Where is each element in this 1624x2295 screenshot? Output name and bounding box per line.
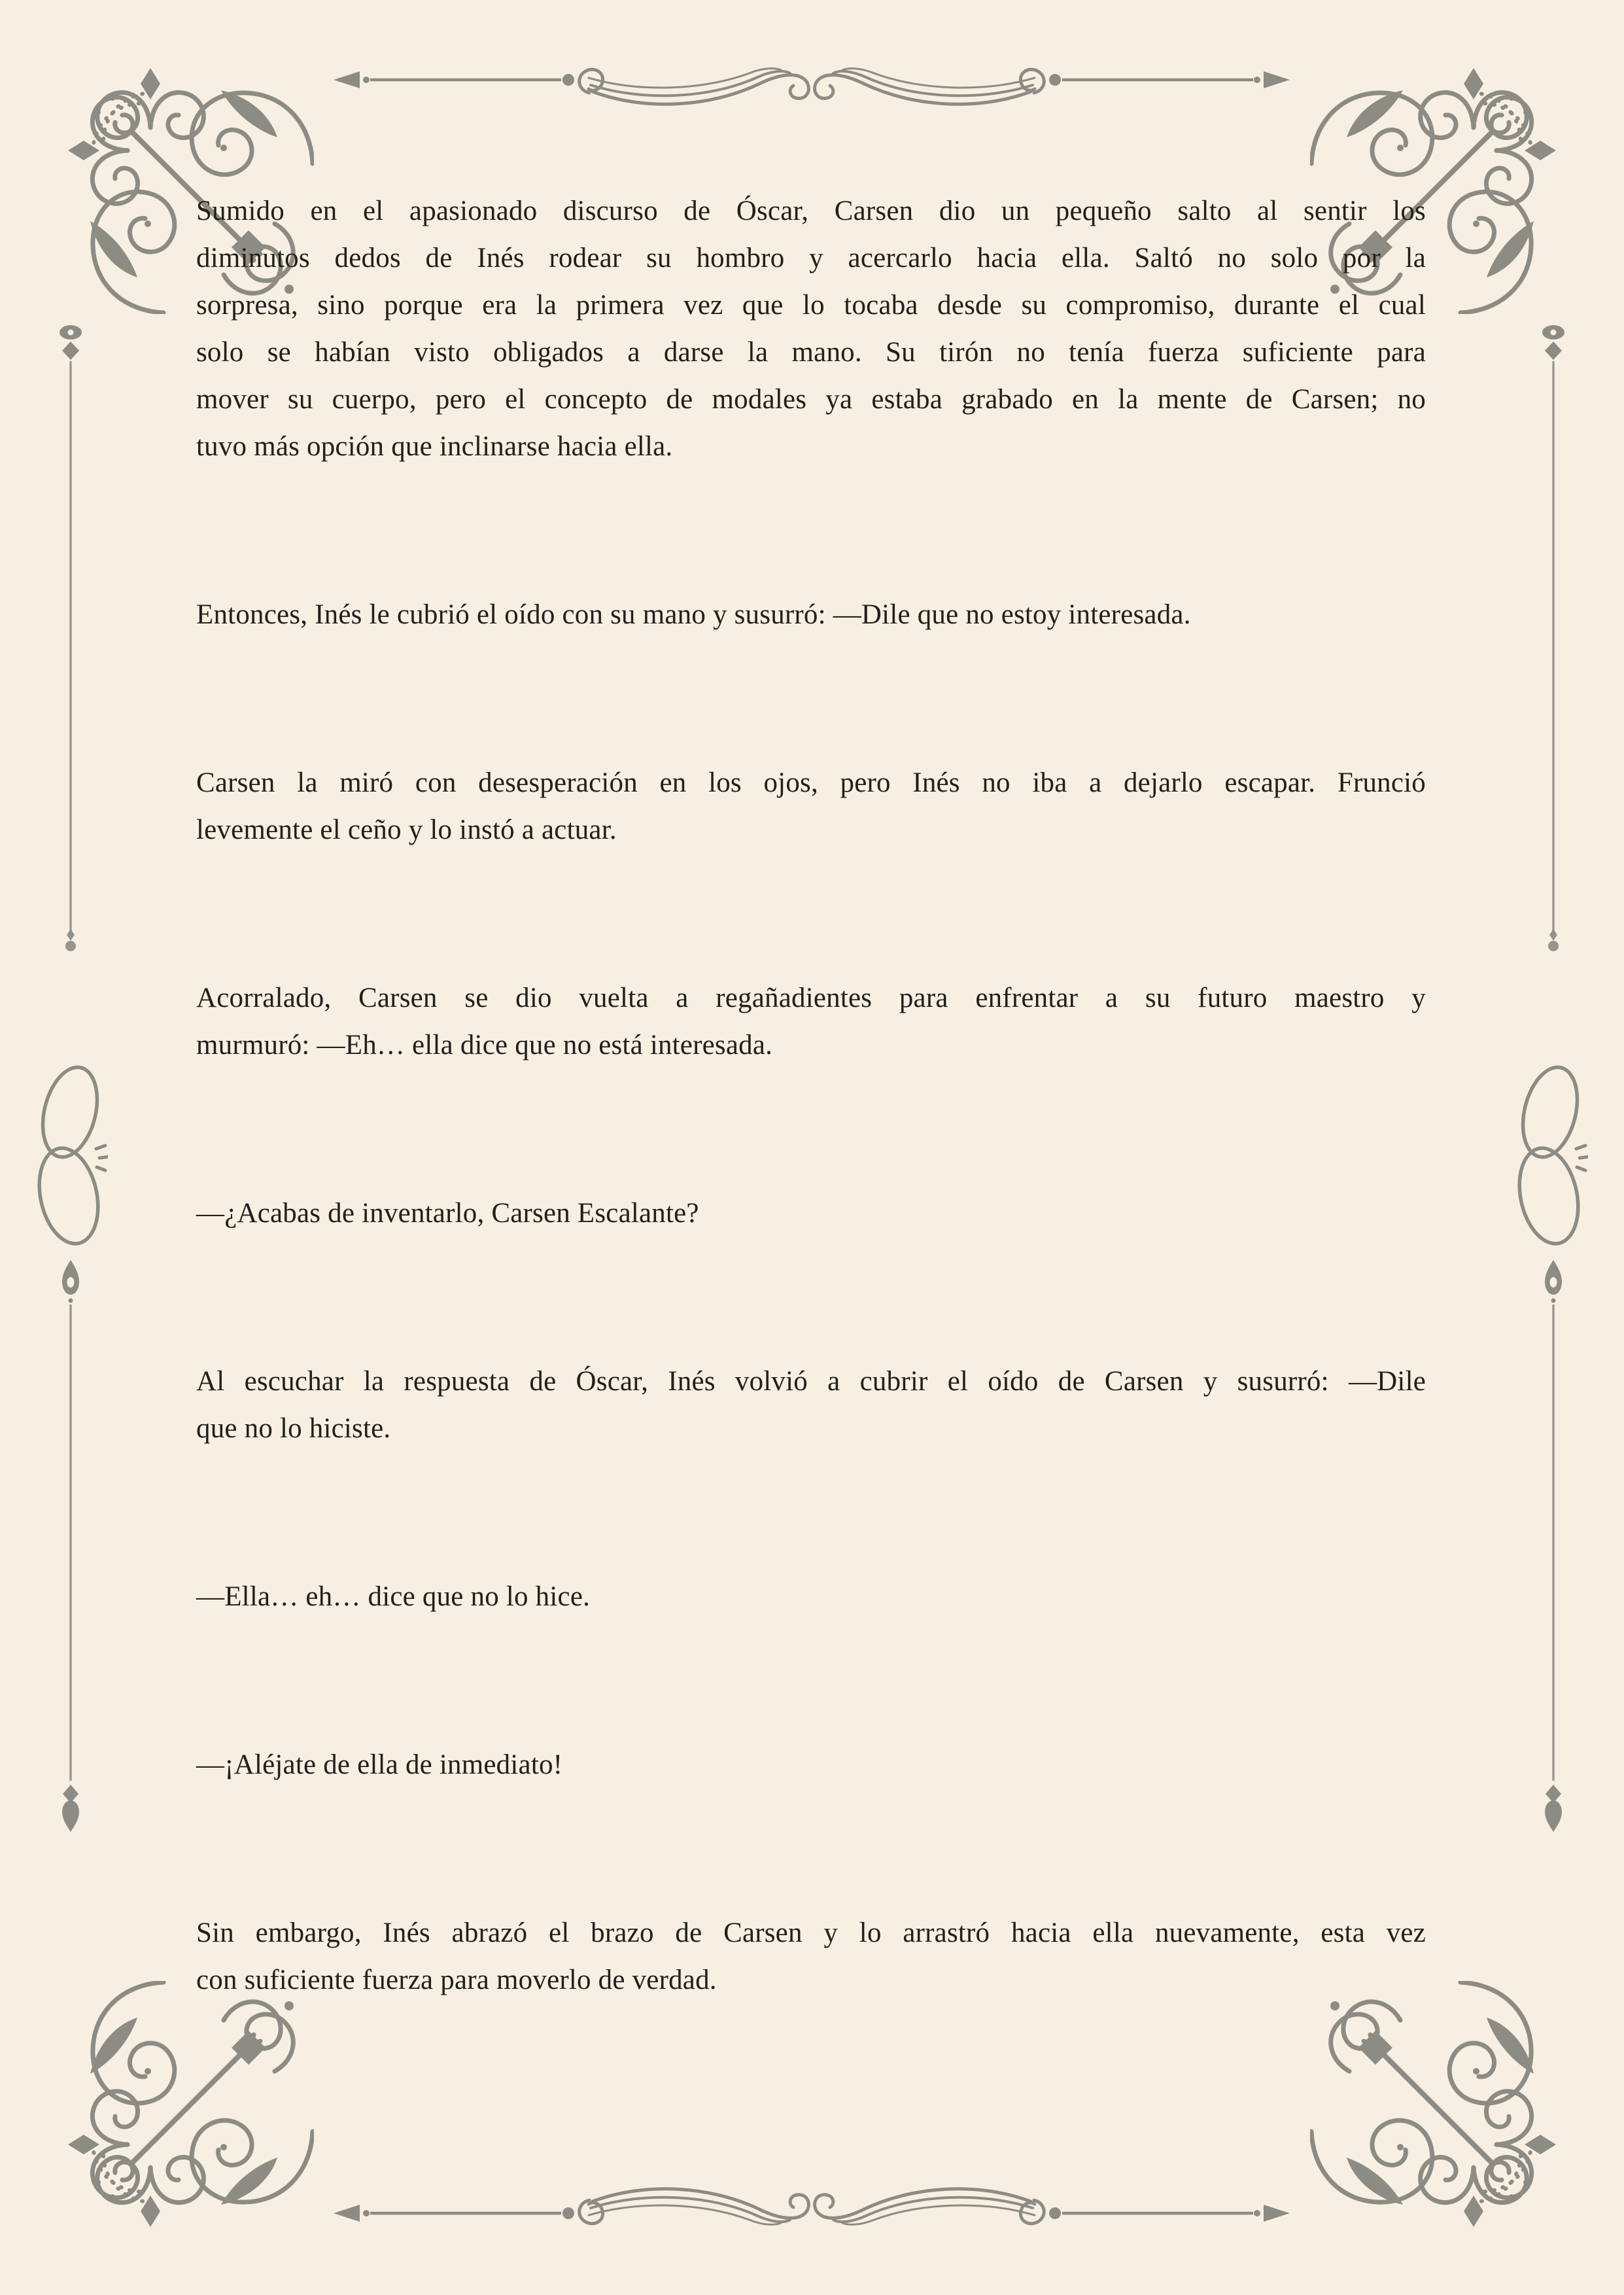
text-line: diminutos dedos de Inés rodear su hombro y acercarlo hacia ella. Saltó no solo por la (196, 243, 1426, 273)
text-line: Carsen la miró con desesperación en los ojos, pero Inés no iba a dejarlo escapar. Frunció (196, 767, 1426, 798)
paragraph (196, 1573, 1426, 1621)
side-rod-bottom-left-icon (58, 1257, 84, 1833)
text-line: solo se habían visto obligados a darse la mano. Su tirón no tenía fuerza suficiente para (196, 337, 1426, 368)
text-line: —Ella… eh… dice que no lo hice. (196, 1581, 591, 1612)
paragraph (196, 1358, 1426, 1452)
paragraph (196, 188, 1426, 470)
side-loop-right-icon (1516, 1059, 1588, 1255)
side-rod-top-left-icon (58, 322, 84, 956)
divider-bottom-icon (331, 2156, 1292, 2234)
text-line: Al escuchar la respuesta de Óscar, Inés volvió a cubrir el oído de Carsen y susurró: —Dile (196, 1366, 1426, 1397)
text-line: murmuró: —Eh… ella dice que no está interesada. (196, 1030, 773, 1060)
text-line: sorpresa, sino porque era la primera vez que lo tocaba desde su compromiso, durante el cual (196, 290, 1426, 321)
side-rod-top-right-icon (1540, 322, 1566, 956)
text-line: mover su cuerpo, pero el concepto de modales ya estaba grabado en la mente de Carsen; no (196, 384, 1426, 415)
corner-flourish-bottom-right-icon (1310, 1981, 1572, 2243)
text-line: —¡Aléjate de ella de inmediato! (196, 1749, 563, 1780)
divider-top-icon (331, 59, 1292, 137)
text-line: que no lo hiciste. (196, 1413, 391, 1444)
paragraph (196, 975, 1426, 1069)
paragraph (196, 1910, 1426, 2004)
text-line: Entonces, Inés le cubrió el oído con su mano y susurró: —Dile que no estoy interesada. (196, 599, 1191, 630)
paragraph (196, 591, 1426, 639)
text-line: con suficiente fuerza para moverlo de verdad. (196, 1965, 717, 1995)
text-line: levemente el ceño y lo instó a actuar. (196, 815, 617, 845)
text-line: —¿Acabas de inventarlo, Carsen Escalante? (196, 1198, 699, 1229)
text-line: Sin embargo, Inés abrazó el brazo de Carsen y lo arrastró hacia ella nuevamente, esta vez (196, 1918, 1426, 1948)
corner-flourish-bottom-left-icon (52, 1981, 314, 2243)
text-line: Acorralado, Carsen se dio vuelta a regañadientes para enfrentar a su futuro maestro y (196, 983, 1426, 1013)
side-loop-left-icon (36, 1059, 108, 1255)
side-rod-bottom-right-icon (1540, 1257, 1566, 1833)
story-text (196, 188, 1426, 2004)
paragraph (196, 1742, 1426, 1789)
text-line: Sumido en el apasionado discurso de Óscar, Carsen dio un pequeño salto al sentir los (196, 196, 1426, 226)
paragraph (196, 760, 1426, 854)
paragraph (196, 1190, 1426, 1237)
text-line: tuvo más opción que inclinarse hacia ella. (196, 431, 673, 462)
